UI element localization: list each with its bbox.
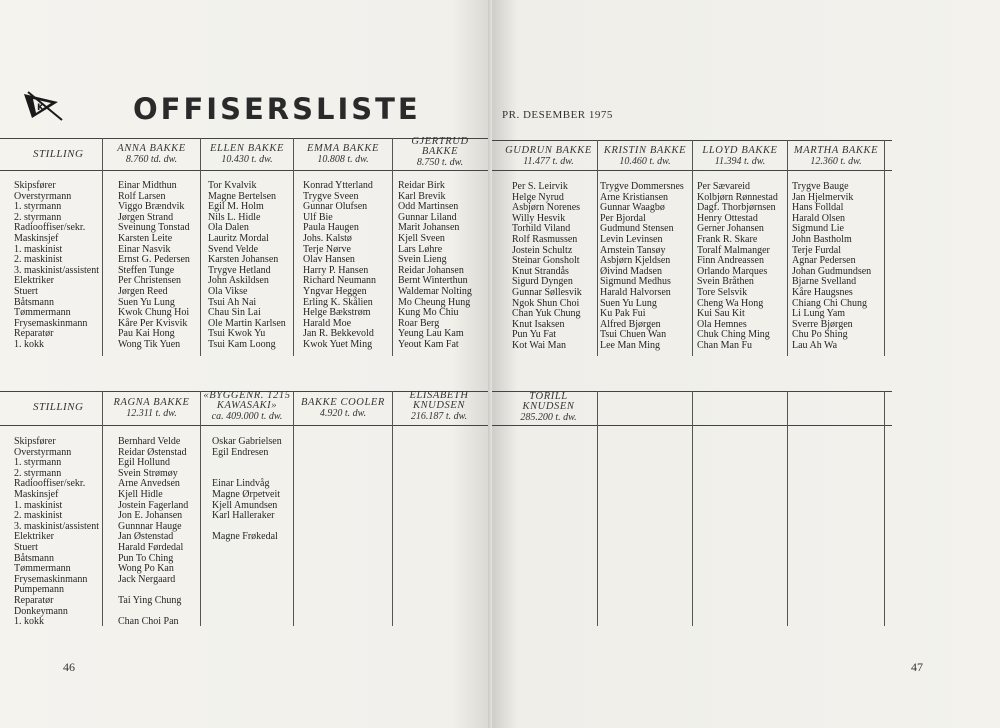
crew-name: Lauritz Mordal [208, 232, 269, 244]
crew-name: Erling K. Skålien [303, 296, 373, 308]
crew-name: Terje Furdal [792, 244, 842, 256]
crew-name: Ola Dalen [208, 222, 249, 234]
crew-list [697, 182, 778, 352]
col-divider [597, 140, 598, 356]
crew-name: Oskar Gabrielsen [212, 436, 282, 447]
col-divider [200, 138, 201, 356]
crew-name: Reidar Birk [398, 180, 445, 191]
crew-name: Sigmund Medhus [600, 276, 671, 288]
rank-label: 2. styrmann [14, 211, 62, 223]
crew-name: Per Christensen [118, 275, 182, 287]
col-divider [692, 140, 693, 356]
rank-list [14, 181, 99, 351]
crew-name: Bernt Winterthun [398, 275, 468, 287]
crew-name: Sveinung Tonstad [118, 222, 190, 234]
crew-name: Trygve Bauge [792, 181, 849, 192]
rank-label: Reparatør [14, 594, 54, 606]
col-divider [692, 391, 693, 626]
ship-header: BAKKE COOLER 4.920 t. dw. [301, 397, 385, 419]
crew-name: Karl Halleraker [212, 510, 275, 522]
crew-name: Orlando Marques [697, 265, 768, 277]
crew-name: Chan Choi Pan [118, 616, 179, 628]
crew-name: Alfred Bjørgen [600, 318, 661, 330]
crew-name: Bernhard Velde [118, 436, 181, 447]
top-table-rule-header [0, 170, 488, 171]
crew-name: Chu Po Shing [792, 329, 848, 341]
crew-name: Sigmund Lie [792, 223, 844, 235]
rank-label: 1. styrmann [14, 457, 62, 469]
crew-name: Jon E. Johansen [118, 510, 183, 522]
crew-name: Tsui Kwok Yu [208, 328, 266, 340]
col-divider [884, 391, 885, 626]
crew-list [512, 182, 582, 352]
crew-name: Johan Gudmundsen [792, 265, 872, 277]
rank-label: Radiooffiser/sekr. [14, 222, 86, 234]
crew-name: Jack Nergaard [118, 573, 176, 585]
crew-name: Willy Hesvik [512, 212, 566, 224]
crew-name: Magne Frøkedal [212, 531, 278, 543]
crew-name: Steffen Tunge [118, 264, 175, 276]
crew-name: Bjarne Svelland [792, 276, 857, 288]
crew-name: Tsui Chuen Wan [600, 329, 667, 341]
col-divider [597, 391, 598, 626]
rank-label: 1. maskinist [14, 243, 63, 255]
crew-name: Levin Levinsen [600, 233, 663, 245]
crew-name: Tai Ying Chung [118, 594, 182, 606]
crew-list [792, 182, 871, 352]
right-page [492, 0, 1000, 728]
ship-header: LLOYD BAKKE 11.394 t. dw. [702, 145, 778, 167]
crew-name: Gunnar Liland [398, 211, 457, 223]
crew-name: Steinar Gonsholt [512, 255, 580, 267]
crew-name: Tor Kvalvik [208, 180, 257, 191]
rank-label: Stuert [14, 541, 38, 553]
crew-name: Agnar Pedersen [792, 255, 856, 267]
page-number-left: 46 [63, 660, 75, 674]
rank-label: 2. styrmann [14, 467, 62, 479]
company-flag-logo [20, 88, 70, 122]
ship-header: ANNA BAKKE 8.760 td. dw. [117, 143, 186, 165]
crew-name: Harald Moe [303, 317, 352, 329]
rank-label: Pumpemann [14, 584, 64, 596]
crew-name: Øivind Madsen [600, 265, 662, 277]
ship-header: RAGNA BAKKE 12.311 t. dw. [113, 397, 190, 419]
rank-label: 1. kokk [14, 338, 44, 350]
rank-label: Reparatør [14, 328, 54, 340]
rank-label: Overstyrmann [14, 446, 72, 458]
rank-label: 1. kokk [14, 616, 44, 628]
crew-name: Svein Strømøy [118, 467, 178, 479]
crew-name: Chan Yuk Chung [512, 308, 581, 320]
rank-label: Radiooffiser/sekr. [14, 478, 86, 490]
crew-name: Lau Ah Wa [792, 339, 838, 351]
crew-name: Harald Olsen [792, 212, 846, 224]
crew-name: Einar Lindvåg [212, 478, 270, 490]
crew-name: Kåre Haugsnes [792, 286, 853, 298]
crew-name: Svend Velde [208, 243, 259, 255]
crew-name: Yeung Lau Kam [398, 328, 464, 340]
crew-name: Karl Brevik [398, 190, 446, 202]
crew-list [600, 182, 684, 352]
crew-name: Knut Strandås [512, 265, 569, 277]
crew-name: Svein Lieng [398, 254, 447, 266]
crew-name: Ola Hemnes [697, 318, 747, 330]
col-divider [293, 391, 294, 626]
crew-name: Kjell Hidle [118, 488, 163, 500]
crew-list [118, 437, 188, 628]
crew-name: Helge Bækstrøm [303, 307, 371, 319]
crew-name: Arne Anvedsen [118, 478, 180, 490]
crew-name: Hans Folldal [792, 202, 844, 214]
col-divider [884, 140, 885, 356]
col-divider [392, 138, 393, 356]
crew-name: Pun Yu Fat [512, 329, 557, 341]
crew-name: Sverre Bjørgen [792, 318, 853, 330]
crew-name: Dagf. Thorbjørnsen [697, 202, 776, 214]
crew-name: Ernst G. Pedersen [118, 254, 190, 266]
crew-name: Odd Martinsen [398, 201, 459, 213]
crew-name: Einar Nasvik [118, 243, 171, 255]
rank-label: Tømmermann [14, 307, 71, 319]
rank-list [14, 437, 99, 628]
col-divider [102, 138, 103, 356]
page-number-right: 47 [911, 660, 923, 674]
crew-name: Mo Cheung Hung [398, 296, 471, 308]
crew-name: Chuk Ching Ming [697, 329, 770, 341]
crew-name: Finn Andreassen [697, 255, 764, 267]
crew-name: Helge Nyrud [512, 191, 564, 203]
crew-name: Gunnar Olufsen [303, 201, 368, 213]
rank-label: Båtsmann [14, 552, 54, 564]
rank-label: Skipsfører [14, 436, 56, 447]
crew-name: Chan Man Fu [697, 339, 752, 351]
crew-name: Jørgen Strand [118, 211, 174, 223]
crew-name: Suen Yu Lung [118, 296, 175, 308]
crew-name: Kwok Chung Hoi [118, 307, 190, 319]
crew-name: Yngvar Heggen [303, 285, 367, 297]
crew-name: Richard Neumann [303, 275, 377, 287]
crew-name: Gerner Johansen [697, 223, 764, 235]
crew-name: Toralf Malmanger [697, 244, 770, 256]
ship-header: KRISTIN BAKKE 10.460 t. dw. [603, 145, 687, 167]
crew-name: Wong Po Kan [118, 563, 174, 575]
crew-name: Lee Man Ming [600, 339, 660, 351]
crew-name: Harald Halvorsen [600, 286, 671, 298]
crew-name: Jørgen Reed [118, 285, 168, 297]
crew-name: Harry P. Hansen [303, 264, 369, 276]
crew-name [212, 564, 282, 575]
col-divider [787, 391, 788, 626]
crew-name: Jan Østenstad [118, 531, 174, 543]
crew-name: Egil M. Holm [208, 201, 264, 213]
rank-label: Elektriker [14, 531, 54, 543]
crew-name: Kui Sau Kit [697, 308, 745, 320]
crew-name: Marit Johansen [398, 222, 460, 234]
logo-letter: K [37, 103, 44, 113]
crew-name: Sigurd Dyngen [512, 276, 573, 288]
stilling-header-bottom: STILLING [33, 401, 84, 413]
rank-label: Frysemaskinmann [14, 317, 88, 329]
crew-name: Egil Endresen [212, 446, 269, 458]
crew-name: Chau Sin Lai [208, 307, 261, 319]
ship-header: TORILL KNUDSEN 285.200 t. dw. [520, 391, 577, 423]
rank-label: 3. maskinist/assistent [14, 520, 99, 532]
rank-label: 1. styrmann [14, 201, 62, 213]
crew-name: Karsten Johansen [208, 254, 279, 266]
crew-name: Gunnar Waagbø [600, 202, 665, 214]
crew-name: Gudmund Stensen [600, 223, 674, 235]
crew-name: Jan Hjelmervik [792, 191, 854, 203]
ship-header: GJERTRUD BAKKE 8.750 t. dw. [411, 136, 469, 168]
crew-name: Pau Kai Hong [118, 328, 175, 340]
crew-name: Tore Selsvik [697, 286, 748, 298]
page-title: OFFISERSLISTE [133, 92, 421, 126]
crew-name: Per Sævareid [697, 181, 751, 192]
crew-name: Harald Førdedal [118, 541, 184, 553]
crew-name: Wong Tik Yuen [118, 338, 181, 350]
rank-label: Skipsfører [14, 180, 56, 191]
rank-label: Tømmermann [14, 563, 71, 575]
rank-label: Overstyrmann [14, 190, 72, 202]
ship-header: MARTHA BAKKE 12.360 t. dw. [793, 145, 879, 167]
crew-name: Tsui Ah Nai [208, 296, 257, 308]
rank-label: Båtsmann [14, 296, 54, 308]
crew-name: Waldemar Nolting [398, 285, 472, 297]
ship-header: ELISABETH KNUDSEN 216.187 t. dw. [409, 390, 469, 422]
crew-name: Arnstein Tansøy [600, 244, 666, 256]
crew-name: Trygve Dommersnes [600, 181, 684, 192]
crew-name: Kjell Sveen [398, 232, 445, 244]
rank-label: Maskinsjef [14, 488, 59, 500]
crew-name: Frank R. Skare [697, 233, 758, 245]
crew-name: Nils L. Hidle [208, 211, 261, 223]
crew-name: Magne Bertelsen [208, 190, 277, 202]
crew-name: Ulf Bie [303, 211, 333, 223]
crew-name: Egil Hollund [118, 457, 170, 469]
col-divider [392, 391, 393, 626]
crew-list [303, 181, 376, 351]
rank-label: 2. maskinist [14, 510, 63, 522]
col-divider [787, 140, 788, 356]
crew-list [118, 181, 190, 351]
crew-name: Rolf Rasmussen [512, 233, 578, 245]
crew-name: Knut Isaksen [512, 318, 565, 330]
bottom-table-rule-header [0, 425, 488, 426]
crew-name: Per Bjordal [600, 212, 646, 224]
crew-name: Gunnnar Hauge [118, 520, 182, 532]
crew-name: Johs. Kalstø [303, 232, 352, 244]
crew-name: Torhild Viland [512, 223, 571, 235]
crew-list [208, 181, 286, 351]
crew-name: Kot Wai Man [512, 339, 567, 351]
crew-name: Einar Midthun [118, 180, 177, 191]
crew-name: Reidar Østenstad [118, 446, 187, 458]
ship-header: ELLEN BAKKE 10.430 t. dw. [210, 143, 284, 165]
col-divider [200, 391, 201, 626]
rank-label: Elektriker [14, 275, 54, 287]
rank-label: 3. maskinist/assistent [14, 264, 99, 276]
crew-name: Jostein Schultz [512, 244, 573, 256]
crew-name: Tsui Kam Loong [208, 338, 276, 350]
rank-label: 1. maskinist [14, 499, 63, 511]
col-divider [102, 391, 103, 626]
crew-name: Li Lung Yam [792, 308, 846, 320]
crew-name: Terje Nørve [303, 243, 351, 255]
crew-name: Kolbjørn Rønnestad [697, 191, 778, 203]
col-divider [293, 138, 294, 356]
crew-name: Karsten Leite [118, 232, 173, 244]
rank-label: Frysemaskinmann [14, 573, 88, 585]
crew-name: John Askildsen [208, 275, 269, 287]
crew-name: Suen Yu Lung [600, 297, 657, 309]
crew-name [212, 543, 282, 554]
crew-name: Kåre Per Kvisvik [118, 317, 188, 329]
crew-name [212, 585, 282, 596]
left-page [0, 0, 492, 728]
crew-name: Rolf Larsen [118, 190, 166, 202]
crew-name: Arne Kristiansen [600, 191, 669, 203]
crew-name: Ole Martin Karlsen [208, 317, 286, 329]
crew-name: Gunnar Søllesvik [512, 286, 582, 298]
crew-name: Konrad Ytterland [303, 180, 373, 191]
rank-label: 2. maskinist [14, 254, 63, 266]
rank-label: Maskinsjef [14, 232, 59, 244]
crew-name: Ngok Shun Choi [512, 297, 580, 309]
crew-name: Chiang Chi Chung [792, 297, 868, 309]
crew-name: Pun To Ching [118, 552, 174, 564]
crew-name: Kjell Amundsen [212, 499, 278, 511]
crew-name: Henry Ottestad [697, 212, 758, 224]
crew-name [212, 617, 282, 628]
crew-name [212, 596, 282, 607]
crew-name [212, 458, 282, 469]
crew-name: Viggo Brændvik [118, 201, 185, 213]
rank-label: Donkeymann [14, 605, 68, 617]
crew-name [212, 575, 282, 586]
crew-name: Olav Hansen [303, 254, 355, 266]
crew-name: Jostein Fagerland [118, 499, 189, 511]
crew-name [212, 607, 282, 618]
crew-name: Ola Vikse [208, 285, 248, 297]
crew-list [398, 181, 472, 351]
crew-name: Jan R. Bekkevold [303, 328, 374, 340]
crew-name: John Bastholm [792, 233, 852, 245]
crew-name: Svein Bråthen [697, 276, 754, 288]
crew-name: Reidar Johansen [398, 264, 464, 276]
crew-name: Ku Pak Fui [600, 308, 646, 320]
ship-header: GUDRUN BAKKE 11.477 t. dw. [505, 145, 592, 167]
crew-name: Kung Mo Chiu [398, 307, 459, 319]
crew-name: Paula Haugen [303, 222, 359, 234]
stilling-header-top: STILLING [33, 148, 84, 160]
crew-name: Trygve Hetland [208, 264, 271, 276]
crew-name: Asbjørn Kjeldsen [600, 255, 671, 267]
crew-name: Lars Løhre [398, 243, 443, 255]
ship-header: «BYGGENR. 1215 KAWASAKI» ca. 409.000 t. dw. [203, 390, 291, 422]
ship-header: EMMA BAKKE 10.808 t. dw. [306, 143, 379, 165]
crew-name: Cheng Wa Hong [697, 297, 764, 309]
crew-name: Per S. Leirvik [512, 181, 568, 192]
crew-name: Asbjørn Norenes [512, 202, 581, 214]
crew-name: Trygve Sveen [303, 190, 359, 202]
date-label: PR. DESEMBER 1975 [502, 109, 613, 121]
rank-label: Stuert [14, 285, 38, 297]
crew-name [212, 554, 282, 565]
crew-name: Roar Berg [398, 317, 440, 329]
crew-name: Kwok Yuet Ming [303, 338, 373, 350]
crew-name: Yeout Kam Fat [398, 338, 459, 350]
crew-name: Magne Ørpetveit [212, 488, 281, 500]
crew-list [212, 437, 282, 628]
